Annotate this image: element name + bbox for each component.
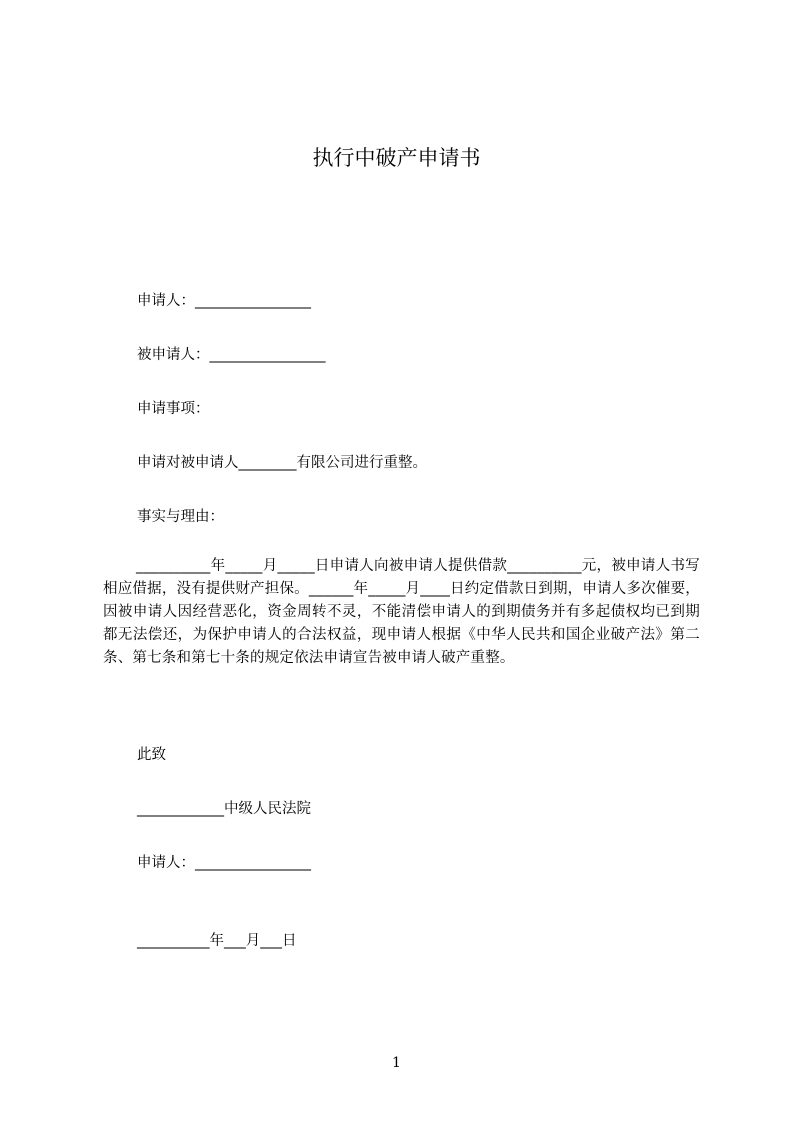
- facts-heading: 事实与理由：: [137, 509, 224, 525]
- salutation: 此致: [137, 747, 166, 763]
- signature-line: 申请人：________________: [137, 855, 311, 871]
- applicant-line: 申请人：________________: [137, 293, 311, 309]
- page-number: 1: [392, 1055, 401, 1071]
- date-line: __________年___月___日: [137, 933, 297, 949]
- respondent-line: 被申请人：________________: [137, 347, 326, 363]
- document-title: 执行中破产申请书: [312, 146, 481, 170]
- request-heading: 申请事项：: [137, 401, 210, 417]
- court-line: ____________中级人民法院: [137, 801, 311, 817]
- request-text: 申请对被申请人________有限公司进行重整。: [137, 455, 427, 471]
- facts-paragraph: __________年_____月_____日申请人向被申请人提供借款__________元，被申请人书写相应借据，没有提供财产担保。______年_____月____日约定借款日到期，申请人多次催要，因被申请人因经营恶化，资金周转不灵，不能清偿申请人的到期债务并有多起债权均已到期都无法偿还，为保护申请人的合法权益，现申请人根据《中华人民共和国企业破产法》第二条、第七条和第七十条的规定依法申请宣告被申请人破产重整。: [103, 558, 700, 666]
